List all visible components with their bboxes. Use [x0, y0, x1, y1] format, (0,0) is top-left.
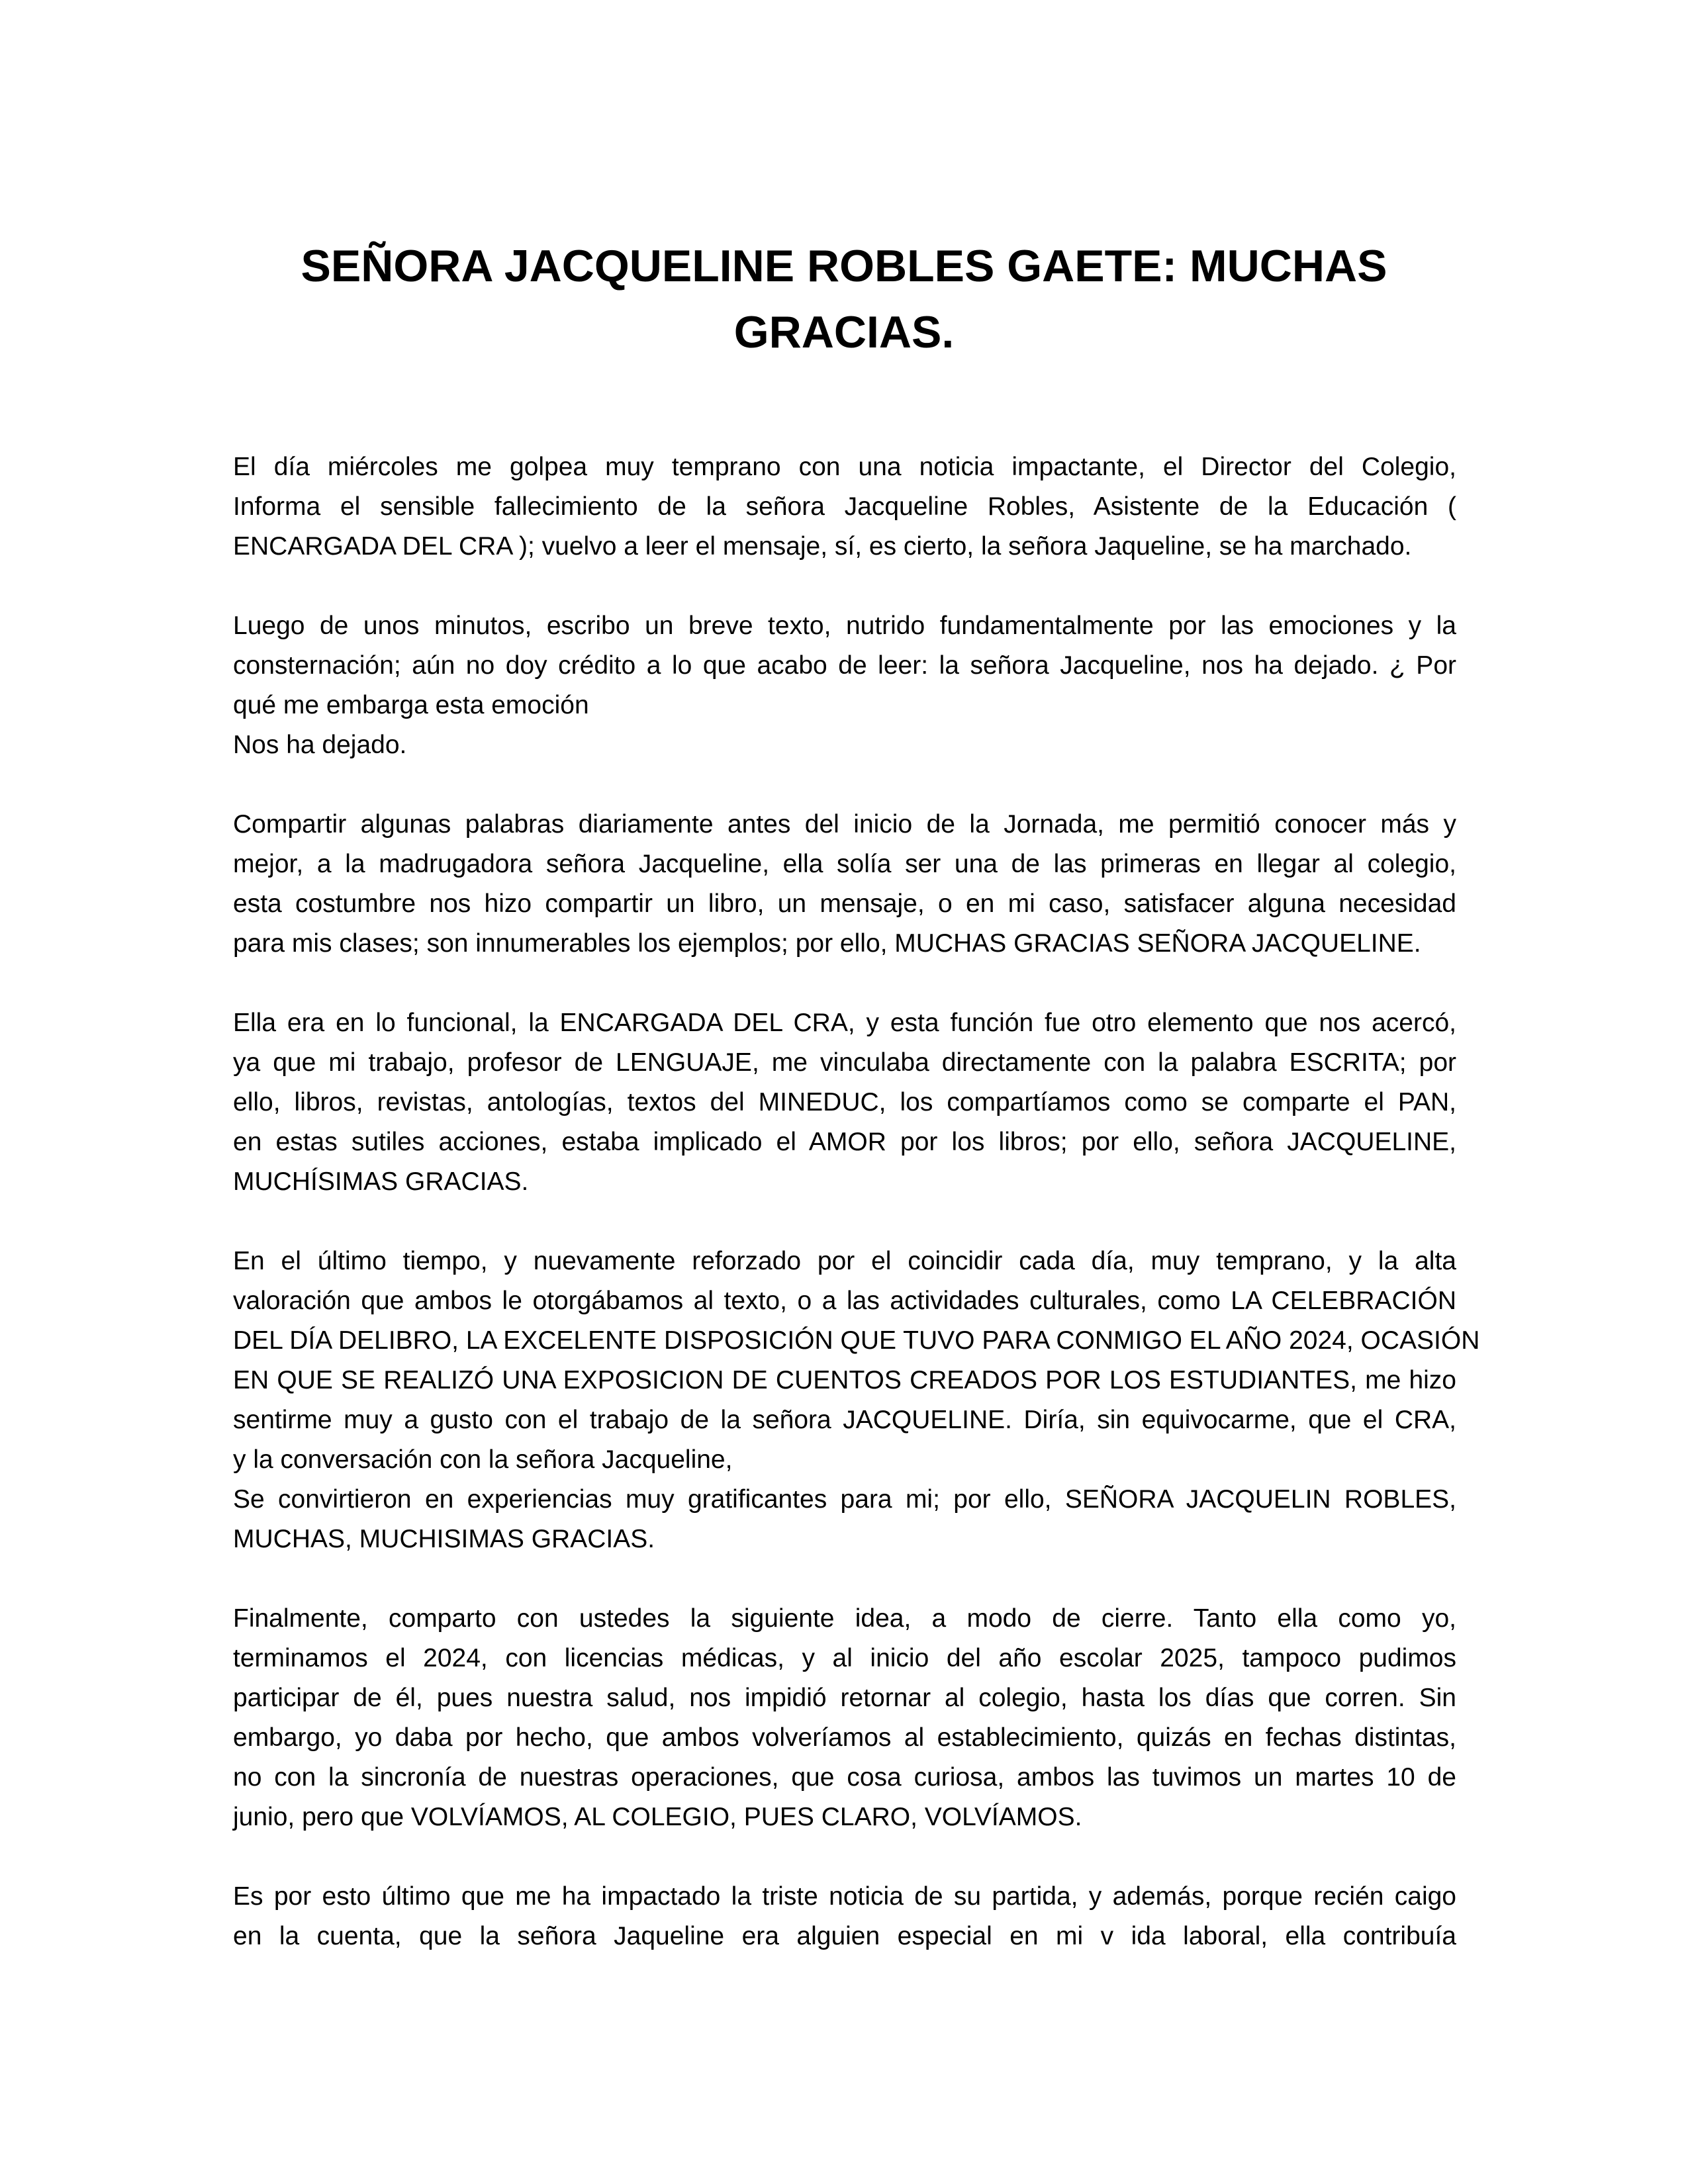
- paragraph-line: valoración que ambos le otorgábamos al texto, o a las actividades culturales, como LA CELEBRACIÓN: [233, 1287, 1456, 1315]
- paragraph-line: embargo, yo daba por hecho, que ambos volveríamos al establecimiento, quizás en fechas distintas,: [233, 1723, 1456, 1752]
- paragraph-line: Es por esto último que me ha impactado la triste noticia de su partida, y además, porque recién caigo: [233, 1882, 1456, 1911]
- paragraph-line: Finalmente, comparto con ustedes la siguiente idea, a modo de cierre. Tanto ella como yo,: [233, 1604, 1456, 1633]
- paragraph-line: en estas sutiles acciones, estaba implicado el AMOR por los libros; por ello, señora JACQUELINE,: [233, 1128, 1456, 1156]
- paragraph-line: Nos ha dejado.: [233, 731, 407, 759]
- paragraph-line: El día miércoles me golpea muy temprano con una noticia impactante, el Director del Colegio,: [233, 453, 1456, 481]
- paragraph-line: Luego de unos minutos, escribo un breve texto, nutrido fundamentalmente por las emociones y la: [233, 612, 1456, 640]
- paragraph-line: y la conversación con la señora Jacqueline,: [233, 1445, 733, 1474]
- paragraph-line: consternación; aún no doy crédito a lo que acabo de leer: la señora Jacqueline, nos ha dejado. ¿ Por: [233, 651, 1456, 680]
- paragraph: [233, 606, 1456, 765]
- document-title: [199, 233, 1489, 365]
- document-body: [233, 447, 1480, 1996]
- paragraph: [233, 1003, 1456, 1202]
- title-line: SEÑORA JACQUELINE ROBLES GAETE: MUCHAS: [301, 241, 1387, 291]
- paragraph-line: ENCARGADA DEL CRA ); vuelvo a leer el mensaje, sí, es cierto, la señora Jaqueline, se ha marchado.: [233, 532, 1412, 561]
- paragraph: [233, 1599, 1456, 1837]
- paragraph-line: qué me embarga esta emoción: [233, 691, 589, 719]
- paragraph-line: ello, libros, revistas, antologías, textos del MINEDUC, los compartíamos como se comparte el PAN,: [233, 1088, 1456, 1116]
- paragraph-line: junio, pero que VOLVÍAMOS, AL COLEGIO, PUES CLARO, VOLVÍAMOS.: [233, 1803, 1082, 1831]
- paragraph-line: mejor, a la madrugadora señora Jacqueline, ella solía ser una de las primeras en llegar al colegio,: [233, 850, 1456, 878]
- paragraph-line: para mis clases; son innumerables los ejemplos; por ello, MUCHAS GRACIAS SEÑORA JACQUELINE.: [233, 929, 1421, 958]
- paragraph-line: participar de él, pues nuestra salud, nos impidió retornar al colegio, hasta los días que corren. Sin: [233, 1684, 1456, 1712]
- paragraph-line: Informa el sensible fallecimiento de la señora Jacqueline Robles, Asistente de la Educación (: [233, 492, 1456, 521]
- paragraph-line: esta costumbre nos hizo compartir un libro, un mensaje, o en mi caso, satisfacer alguna necesidad: [233, 889, 1456, 918]
- paragraph-line: en la cuenta, que la señora Jaqueline era alguien especial en mi v ida laboral, ella contribuía: [233, 1922, 1456, 1950]
- paragraph-line: DEL DÍA DELIBRO, LA EXCELENTE DISPOSICIÓN QUE TUVO PARA CONMIGO EL AÑO 2024, OCASIÓN: [233, 1326, 1480, 1355]
- paragraph-line: Compartir algunas palabras diariamente antes del inicio de la Jornada, me permitió conocer más y: [233, 810, 1456, 839]
- paragraph: [233, 447, 1456, 567]
- paragraph-line: ya que mi trabajo, profesor de LENGUAJE, me vinculaba directamente con la palabra ESCRITA; por: [233, 1048, 1456, 1077]
- paragraph-line: Se convirtieron en experiencias muy gratificantes para mi; por ello, SEÑORA JACQUELIN ROBLES,: [233, 1485, 1456, 1514]
- paragraph-line: Ella era en lo funcional, la ENCARGADA DEL CRA, y esta función fue otro elemento que nos acercó,: [233, 1009, 1456, 1037]
- paragraph-line: sentirme muy a gusto con el trabajo de la señora JACQUELINE. Diría, sin equivocarme, que el CRA,: [233, 1406, 1456, 1434]
- paragraph-line: no con la sincronía de nuestras operaciones, que cosa curiosa, ambos las tuvimos un martes 10 de: [233, 1763, 1456, 1792]
- paragraph: [233, 1242, 1480, 1559]
- paragraph-line: terminamos el 2024, con licencias médicas, y al inicio del año escolar 2025, tampoco pudimos: [233, 1644, 1456, 1672]
- paragraph: [233, 1877, 1456, 1956]
- title-line: GRACIAS.: [733, 307, 955, 357]
- paragraph-line: MUCHAS, MUCHISIMAS GRACIAS.: [233, 1525, 655, 1553]
- paragraph-line: EN QUE SE REALIZÓ UNA EXPOSICION DE CUENTOS CREADOS POR LOS ESTUDIANTES, me hizo: [233, 1366, 1456, 1394]
- paragraph-line: En el último tiempo, y nuevamente reforzado por el coincidir cada día, muy temprano, y la alta: [233, 1247, 1456, 1275]
- paragraph-line: MUCHÍSIMAS GRACIAS.: [233, 1167, 529, 1196]
- paragraph: [233, 805, 1456, 964]
